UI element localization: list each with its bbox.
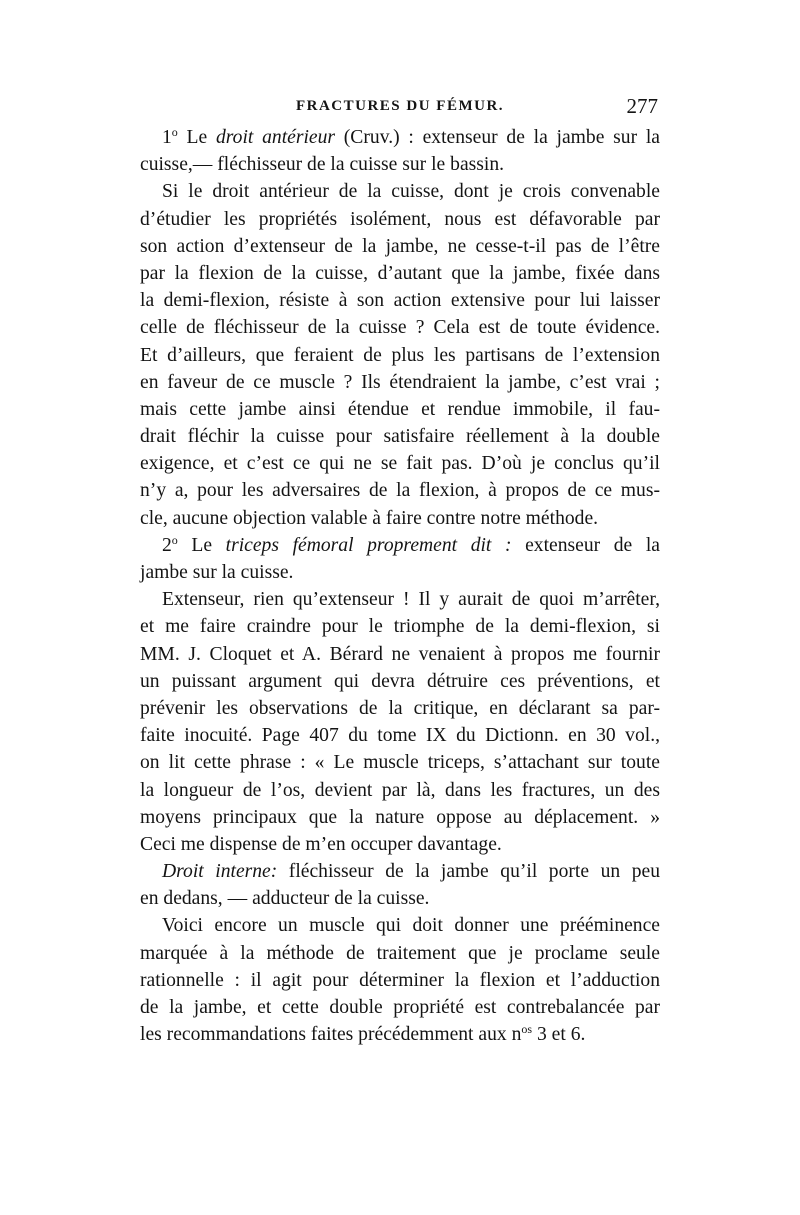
text-line: MM. J. Cloquet et A. Bérard ne venaient à propos me fournir — [140, 643, 660, 665]
text-line: celle de fléchisseur de la cuisse ? Cela est de toute évidence. — [140, 317, 660, 339]
text-line: cuisse,— fléchisseur de la cuisse sur le bassin. — [140, 154, 505, 176]
text-line: un puissant argument qui devra détruire ces préventions, et — [140, 670, 660, 692]
text-line: la demi-flexion, résiste à son action extensive pour lui laisser — [140, 290, 660, 312]
muscle-name: droit antérieur — [215, 127, 336, 148]
text-line: cle, aucune objection valable à faire contre notre méthode. — [140, 507, 599, 529]
text-line: Voici encore un muscle qui doit donner une prééminence — [162, 915, 660, 937]
text-run: les recommandations faites précédemment aux n — [140, 1024, 522, 1046]
text-line: son action d’extenseur de la jambe, ne cesse-t-il pas de l’être — [140, 235, 660, 257]
muscle-name: triceps fémoral proprement dit : — [225, 534, 512, 556]
ordinal-mark: o — [171, 532, 178, 547]
text-line: prévenir les observations de la critique, en déclarant sa par- — [140, 697, 660, 719]
text-line: et me faire craindre pour le triomphe de la demi-flexion, si — [140, 616, 660, 638]
text-line: Extenseur, rien qu’extenseur ! Il y aurait de quoi m’arrêter, — [162, 589, 660, 611]
text-line — [140, 124, 660, 151]
page-number: 277 — [626, 94, 658, 118]
abbreviation-superscript: os — [521, 1022, 533, 1037]
ordinal-mark: o — [171, 125, 178, 139]
text-line: en dedans, — adducteur de la cuisse. — [140, 888, 430, 910]
text-line: exigence, et c’est ce qui ne se fait pas. D’où je conclus qu’il — [140, 453, 660, 475]
text-line: Et d’ailleurs, que feraient de plus les partisans de l’extension — [140, 344, 660, 366]
text-line: d’étudier les propriétés isolément, nous est défavorable par — [140, 208, 660, 230]
text-line: faite inocuité. Page 407 du tome IX du Dictionn. en 30 vol., — [140, 725, 660, 747]
text-line: n’y a, pour les adversaires de la flexion, à propos de ce mus- — [140, 480, 660, 502]
muscle-name: Droit interne: — [162, 861, 278, 883]
text-line: drait fléchir la cuisse pour satisfaire réellement à la double — [140, 426, 660, 448]
running-title: FRACTURES DU FÉMUR. — [295, 98, 505, 114]
text-line: la longueur de l’os, devient par là, dans les fractures, un des — [140, 779, 660, 801]
text-line: par la flexion de la cuisse, d’autant que la jambe, fixée dans — [140, 262, 660, 284]
text-line: rationnelle : il agit pour déterminer la flexion et l’adduction — [140, 969, 660, 991]
text-line: de la jambe, et cette double propriété est contrebalancée par — [140, 997, 660, 1018]
text-run: extenseur de la — [511, 534, 660, 556]
text-line — [140, 532, 660, 559]
text-line: on lit cette phrase : « Le muscle triceps, s’attachant sur toute — [140, 752, 660, 774]
text-line: Ceci me dispense de m’en occuper davantage. — [140, 833, 502, 855]
text-line — [140, 858, 660, 885]
page-body — [140, 124, 660, 1048]
item-number: 1 — [162, 127, 172, 148]
text-line: moyens principaux que la nature oppose au déplacement. » — [140, 806, 660, 828]
text-line: jambe sur la cuisse. — [140, 562, 294, 583]
text-line: en faveur de ce muscle ? Ils étendraient la jambe, c’est vrai ; — [140, 371, 660, 393]
text-line — [140, 1021, 660, 1048]
text-run: (Cruv.) : extenseur de la jambe sur la — [335, 127, 661, 148]
item-number: 2 — [162, 534, 172, 556]
page-header — [140, 94, 660, 122]
text-line: mais cette jambe ainsi étendue et rendue immobile, il fau- — [140, 398, 660, 420]
text-line: Si le droit antérieur de la cuisse, dont je crois convenable — [162, 181, 660, 203]
text-run: Le — [177, 127, 216, 148]
text-run: 3 et 6. — [532, 1024, 586, 1046]
text-run: fléchisseur de la jambe qu’il porte un peu — [277, 861, 660, 883]
text-line: marquée à la méthode de traitement que je proclame seule — [140, 942, 660, 964]
text-run: Le — [177, 534, 226, 556]
